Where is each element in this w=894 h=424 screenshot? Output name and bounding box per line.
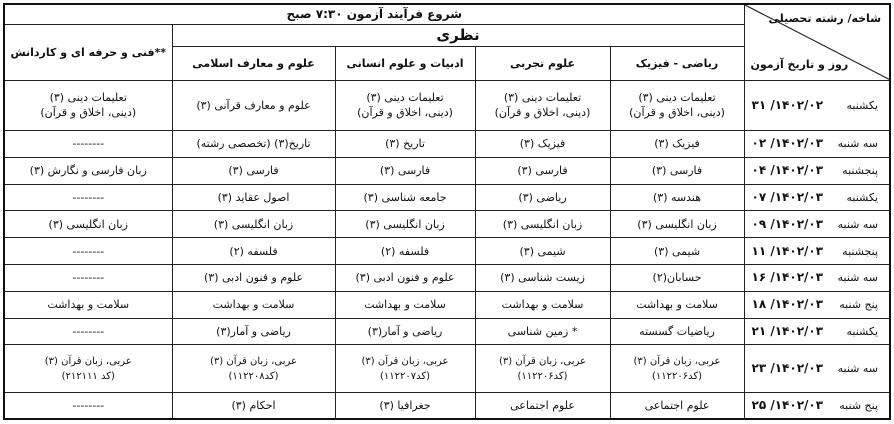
subject-cell-technical-vocational <box>4 130 172 157</box>
subject-text: (کد۱۱۲۲۰۸) <box>228 370 279 382</box>
field-of-study-label: شاخه/ رشته تحصیلی <box>768 12 882 25</box>
subject-cell-literature-humanities <box>335 80 475 130</box>
subject-cell-experimental-sciences <box>475 130 610 157</box>
table-row <box>4 211 890 238</box>
exam-date: ۱۴۰۲/۰۳/ ۲۱ <box>751 324 824 338</box>
exam-date: ۱۴۰۲/۰۳/ ۱۶ <box>751 270 824 285</box>
table-row <box>4 130 890 157</box>
subject-text: جامعه شناسی (۳) <box>363 190 447 204</box>
subject-cell-math-physics <box>610 345 744 392</box>
exam-day-date-cell <box>744 157 890 184</box>
table-row <box>4 184 890 211</box>
subject-cell-math-physics <box>610 392 744 419</box>
subject-text: زیست شناسی (۳) <box>500 271 585 285</box>
subject-text: فارسی (۳) <box>517 164 568 178</box>
theory-section-header: نظری <box>172 24 744 46</box>
corner-header-cell <box>744 4 890 80</box>
subject-cell-literature-humanities <box>335 211 475 238</box>
subject-text: فارسی (۳) <box>379 164 431 178</box>
subject-text: سلامت و بهداشت <box>364 298 446 312</box>
subject-text: عربی، زبان قرآن (۳) <box>210 355 297 367</box>
exam-day-date-cell <box>744 291 890 318</box>
subject-cell-technical-vocational <box>4 211 172 238</box>
subject-text: عربی، زبان قرآن (۳) <box>44 355 132 367</box>
subject-text: * زمین شناسی <box>507 325 578 338</box>
column-header-experimental-sciences: علوم تجربی <box>475 46 610 80</box>
exam-day-name: سه شنبه <box>837 362 879 375</box>
subject-cell-technical-vocational <box>4 345 172 392</box>
subject-text: حسابان(۲) <box>652 271 702 285</box>
subject-text: (کد ۲۱۲۱۱۱) <box>61 370 115 382</box>
subject-text: سلامت و بهداشت <box>501 298 584 312</box>
exam-day-date-cell <box>744 392 890 419</box>
subject-cell-math-physics <box>610 264 744 291</box>
subject-cell-technical-vocational <box>4 264 172 291</box>
exam-day-date-cell <box>744 80 890 130</box>
subject-text: تعلیمات دینی (۳) <box>638 91 716 105</box>
subject-cell-literature-humanities <box>335 291 475 318</box>
subject-text: علوم اجتماعی <box>510 398 575 412</box>
exam-day-name: پنجشنبه <box>842 244 879 258</box>
no-exam-dash: -------- <box>72 325 105 338</box>
schedule-body <box>4 80 890 419</box>
subject-cell-experimental-sciences <box>475 80 610 130</box>
subject-cell-technical-vocational <box>4 80 172 130</box>
subject-cell-technical-vocational <box>4 238 172 265</box>
exam-day-name: یکشنبه <box>846 325 879 338</box>
subject-text: زبان انگلیسی (۳) <box>365 217 445 231</box>
subject-cell-technical-vocational <box>4 392 172 419</box>
subject-cell-math-physics <box>610 238 744 265</box>
exam-date: ۱۴۰۲/۰۳/ ۰۲ <box>751 136 824 151</box>
subject-text: زبان فارسی و نگارش (۳) <box>29 164 147 178</box>
subject-text: (دینی، اخلاق و قرآن) <box>357 106 453 120</box>
technical-vocational-header: **فنی و حرفه ای و کاردانش <box>4 24 172 80</box>
subject-cell-islamic-studies <box>172 345 335 392</box>
exam-day-name: سه شنبه <box>837 217 879 231</box>
subject-cell-technical-vocational <box>4 291 172 318</box>
column-header-islamic-studies: علوم و معارف اسلامی <box>172 46 335 80</box>
subject-text: تعلیمات دینی (۳) <box>503 91 582 105</box>
subject-cell-literature-humanities <box>335 184 475 211</box>
column-header-literature-humanities: ادبیات و علوم انسانی <box>335 46 475 80</box>
start-time-banner: شروع فرآیند آزمون ۷:۳۰ صبح <box>4 4 744 24</box>
exam-day-name: پنج شنبه <box>839 398 879 412</box>
subject-cell-experimental-sciences <box>475 392 610 419</box>
table-row <box>4 264 890 291</box>
subject-cell-islamic-studies <box>172 238 335 265</box>
exam-date: ۱۴۰۲/۰۳/ ۰۷ <box>751 189 824 204</box>
subject-text: فارسی (۳) <box>228 164 279 178</box>
no-exam-dash: -------- <box>72 398 105 412</box>
subject-text: فیزیک (۳) <box>519 137 566 151</box>
subject-text: شیمی (۳) <box>653 244 701 258</box>
exam-date: ۱۴۰۲/۰۳/ ۰۹ <box>751 216 824 231</box>
subject-text: علوم و فنون ادبی (۳) <box>204 271 304 285</box>
subject-text: احکام (۳) <box>231 398 276 412</box>
subject-cell-literature-humanities <box>335 130 475 157</box>
column-header-math-physics: ریاضی - فیزیک <box>610 46 744 80</box>
subject-cell-literature-humanities <box>335 392 475 419</box>
subject-text: تعلیمات دینی (۳) <box>49 91 127 105</box>
subject-text: (دینی، اخلاق و قرآن) <box>494 106 591 120</box>
subject-cell-technical-vocational <box>4 157 172 184</box>
exam-date: ۱۴۰۲/۰۳/ ۱۱ <box>751 243 824 258</box>
exam-date: ۱۴۰۲/۰۲/ ۳۱ <box>751 97 824 112</box>
subject-cell-experimental-sciences <box>475 157 610 184</box>
subject-text: زبان انگلیسی (۳) <box>502 217 583 231</box>
exam-day-date-cell <box>744 238 890 265</box>
subject-cell-literature-humanities <box>335 318 475 345</box>
exam-day-date-cell <box>744 318 890 345</box>
exam-date: ۱۴۰۲/۰۳/ ۲۵ <box>751 397 824 412</box>
subject-cell-experimental-sciences <box>475 264 610 291</box>
subject-text: تاریخ (۳) <box>385 137 425 151</box>
subject-text: زبان انگلیسی (۳) <box>48 217 128 231</box>
exam-day-name: سه شنبه <box>837 137 879 151</box>
subject-cell-math-physics <box>610 291 744 318</box>
exam-day-date-cell <box>744 130 890 157</box>
exam-date: ۱۴۰۲/۰۳/ ۱۸ <box>751 297 824 312</box>
subject-text: سلامت و بهداشت <box>636 298 718 312</box>
subject-text: ریاضی (۳) <box>518 190 567 204</box>
no-exam-dash: -------- <box>72 271 105 285</box>
subject-text: ریاضیات گسسته <box>639 325 715 338</box>
subject-text: علوم اجتماعی <box>644 398 710 412</box>
subject-text: علوم و معارف قرآنی (۳) <box>196 98 311 112</box>
subject-cell-literature-humanities <box>335 345 475 392</box>
exam-day-date-cell <box>744 184 890 211</box>
exam-day-name: یکشنبه <box>846 190 879 204</box>
subject-cell-literature-humanities <box>335 264 475 291</box>
exam-day-name: پنجشنبه <box>842 164 879 178</box>
subject-text: (کد۱۱۲۲۰۶) <box>651 370 703 382</box>
no-exam-dash: -------- <box>72 244 105 258</box>
exam-day-date-cell <box>744 264 890 291</box>
subject-cell-math-physics <box>610 318 744 345</box>
subject-cell-math-physics <box>610 184 744 211</box>
table-row <box>4 80 890 130</box>
exam-date: ۱۴۰۲/۰۳/ ۲۳ <box>751 361 824 375</box>
table-row <box>4 392 890 419</box>
no-exam-dash: -------- <box>72 137 105 151</box>
subject-cell-islamic-studies <box>172 211 335 238</box>
subject-cell-islamic-studies <box>172 130 335 157</box>
subject-cell-islamic-studies <box>172 184 335 211</box>
subject-cell-literature-humanities <box>335 238 475 265</box>
subject-text: تعلیمات دینی (۳) <box>366 91 444 105</box>
subject-cell-literature-humanities <box>335 157 475 184</box>
no-exam-dash: -------- <box>72 190 105 204</box>
subject-text: عربی، زبان قرآن (۳) <box>499 355 586 367</box>
exam-schedule-table <box>3 3 891 420</box>
subject-cell-experimental-sciences <box>475 291 610 318</box>
subject-text: سلامت و بهداشت <box>47 298 130 312</box>
subject-text: علوم و فنون ادبی (۳) <box>355 271 455 285</box>
exam-schedule-sheet <box>3 3 889 420</box>
subject-cell-islamic-studies <box>172 318 335 345</box>
subject-cell-math-physics <box>610 157 744 184</box>
table-row <box>4 291 890 318</box>
subject-text: عربی، زبان قرآن (۳) <box>633 355 721 367</box>
table-row <box>4 345 890 392</box>
subject-text: زبان انگلیسی (۳) <box>637 217 717 231</box>
subject-cell-technical-vocational <box>4 184 172 211</box>
subject-cell-math-physics <box>610 130 744 157</box>
exam-day-name: پنج شنبه <box>839 298 879 312</box>
subject-text: فیزیک (۳) <box>654 137 700 151</box>
subject-text: فارسی (۳) <box>651 164 703 178</box>
subject-cell-experimental-sciences <box>475 184 610 211</box>
subject-cell-math-physics <box>610 211 744 238</box>
subject-text: اصول عقاید (۳) <box>217 190 290 204</box>
subject-text: (کد۱۱۲۲۰۶) <box>517 370 568 382</box>
subject-text: عربی، زبان قرآن (۳) <box>361 355 449 367</box>
subject-cell-experimental-sciences <box>475 238 610 265</box>
exam-day-name: یکشنبه <box>846 98 879 112</box>
exam-day-name: سه شنبه <box>837 271 879 285</box>
subject-text: سلامت و بهداشت <box>212 298 295 312</box>
subject-text: فلسفه (۲) <box>380 244 430 258</box>
subject-cell-technical-vocational <box>4 318 172 345</box>
exam-day-date-cell <box>744 211 890 238</box>
subject-cell-math-physics <box>610 80 744 130</box>
subject-text: فلسفه (۲) <box>229 244 278 258</box>
subject-text: تاریخ(۳) (تخصصی رشته) <box>196 137 311 151</box>
exam-day-date-cell <box>744 345 890 392</box>
subject-text: جغرافیا (۳) <box>379 398 431 412</box>
subject-text: (کد۱۱۲۲۰۷) <box>379 370 431 382</box>
table-row <box>4 318 890 345</box>
table-row <box>4 157 890 184</box>
subject-text: (دینی، اخلاق و قرآن) <box>629 106 725 120</box>
subject-text: ریاضی و آمار(۳) <box>216 325 291 338</box>
subject-cell-experimental-sciences <box>475 211 610 238</box>
subject-text: هندسه (۳) <box>653 190 702 204</box>
subject-cell-islamic-studies <box>172 80 335 130</box>
subject-cell-islamic-studies <box>172 392 335 419</box>
subject-text: زبان انگلیسی (۳) <box>213 217 294 231</box>
subject-text: ریاضی و آمار(۳) <box>367 325 443 338</box>
subject-cell-islamic-studies <box>172 264 335 291</box>
exam-date: ۱۴۰۲/۰۳/ ۰۴ <box>751 163 824 178</box>
subject-cell-experimental-sciences <box>475 318 610 345</box>
subject-text: شیمی (۳) <box>519 244 566 258</box>
subject-text: (دینی، اخلاق و قرآن) <box>40 106 137 120</box>
table-row <box>4 238 890 265</box>
subject-cell-islamic-studies <box>172 291 335 318</box>
subject-cell-experimental-sciences <box>475 345 610 392</box>
subject-cell-islamic-studies <box>172 157 335 184</box>
exam-day-date-label: روز و تاریخ آزمون <box>750 57 849 71</box>
